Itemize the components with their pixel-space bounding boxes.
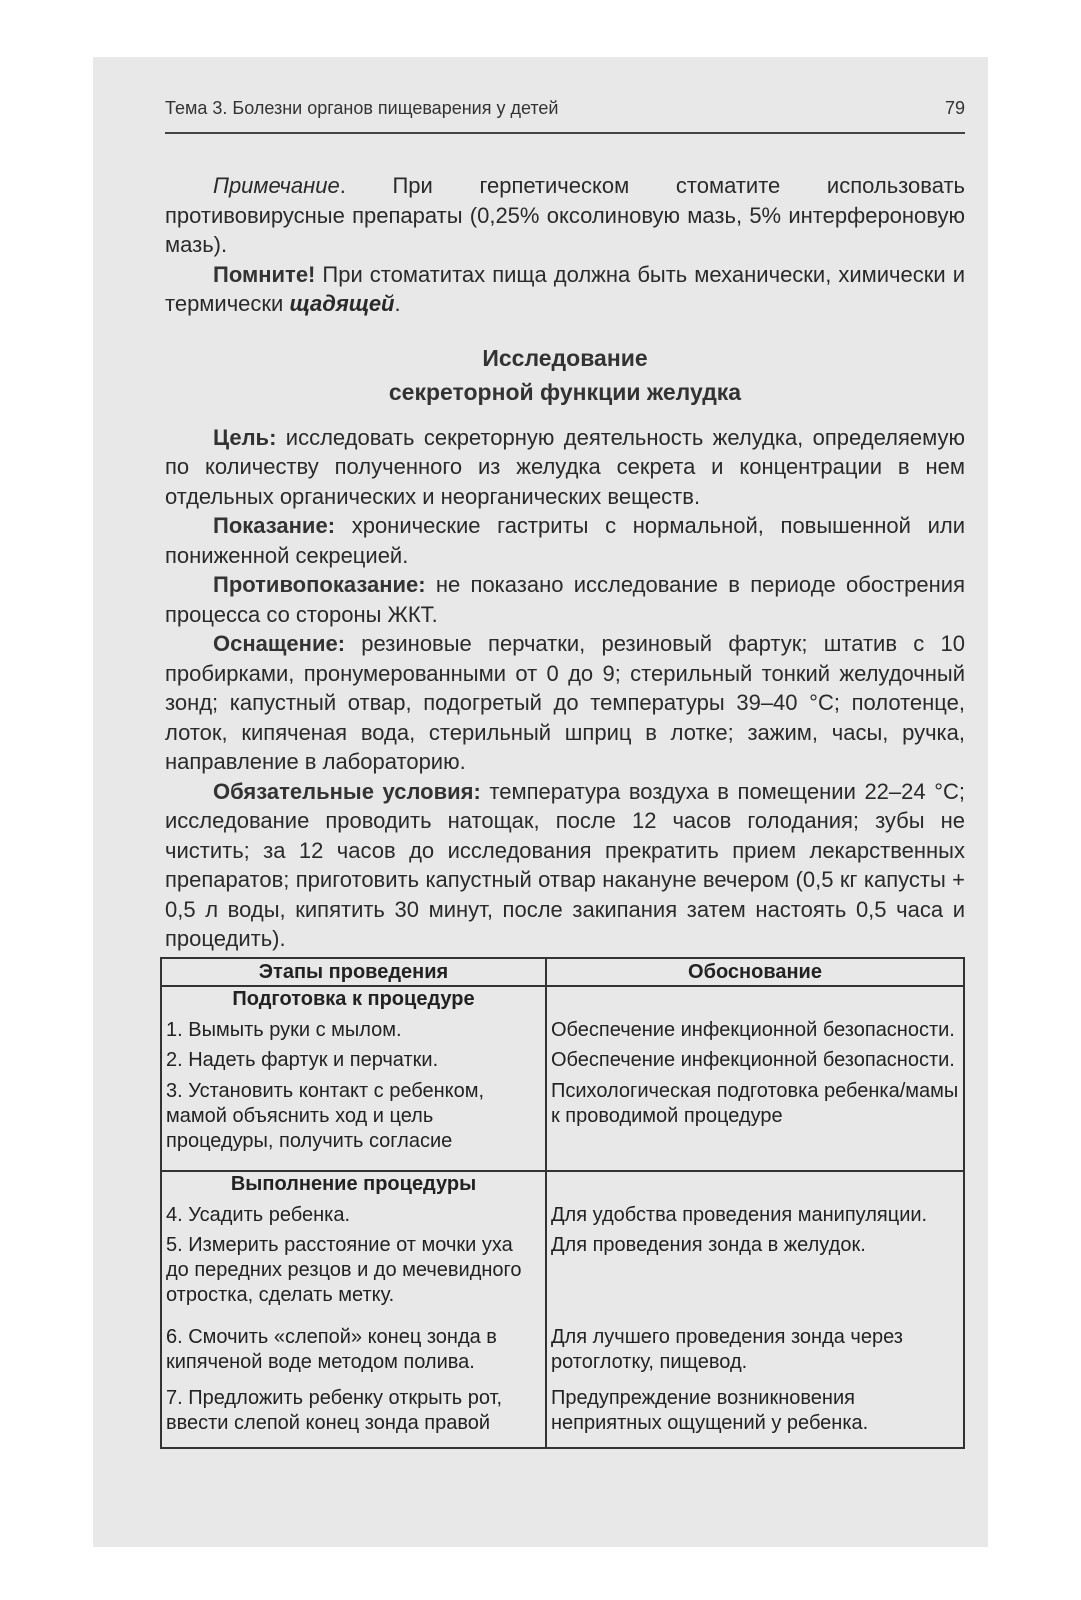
reason-cell: Обеспечение инфекционной безопасности. — [546, 1018, 964, 1048]
group-title-empty-cell — [546, 1171, 964, 1203]
group-title-empty-cell — [546, 986, 964, 1018]
column-header-rationale: Обоснование — [546, 958, 964, 986]
paragraph-label: Противопоказание: — [213, 572, 426, 597]
table-row — [161, 1386, 964, 1448]
remember-emphasis: щадящей — [289, 291, 395, 316]
reason-cell: Предупреждение возникновения неприятных ощущений у ребенка. — [546, 1386, 964, 1448]
equipment-paragraph — [165, 629, 965, 777]
paragraph-text: температура воздуха в помещении 22–24 °С; исследование проводить натощак, после 12 часов голодания; зубы не чистить; за 12 часов до исследования прекратить прием лекарственных препаратов; приготовить капустный отвар накануне вечером (0,5 кг капусты + 0,5 л воды, кипятить 30 минут, после закипания затем настоять 0,5 часа и процедить). — [165, 778, 965, 951]
paragraph-text: резиновые перчатки, резиновый фартук; штатив с 10 пробирками, пронумерованными от 0 до 9; стерильный тонкий желудочный зонд; капустный отвар, подогретый до температуры 39–40 °С; полотенце, лоток, кипяченая вода, стерильный шприц в лотке; зажим, часы, ручка, направление в лабораторию. — [165, 631, 965, 774]
page-number: 79 — [944, 98, 965, 118]
table-row — [161, 1325, 964, 1386]
step-cell: 1. Вымыть руки с мылом. — [161, 1018, 546, 1048]
table-row — [161, 1079, 964, 1172]
paragraph-text: не показано исследование в периоде обострения процесса со стороны ЖКТ. — [165, 572, 965, 627]
table-header-row — [161, 958, 964, 986]
section-title-line2: секреторной функции желудка — [388, 378, 742, 405]
paragraph-text: исследовать секреторную деятельность желудка, определяемую по количеству полученного из желудка секрета и концентрации в нем отдельных органических и неорганических веществ. — [165, 424, 965, 509]
group-title-execution: Выполнение процедуры — [161, 1171, 546, 1203]
group-title-row — [161, 986, 964, 1018]
reason-cell: Для проведения зонда в желудок. — [546, 1233, 964, 1324]
step-cell: 7. Предложить ребенку открыть рот, ввести слепой конец зонда правой — [161, 1386, 546, 1448]
reason-cell: Обеспечение инфекционной безопасности. — [546, 1048, 964, 1078]
step-cell: 3. Установить контакт с ребенком, мамой объяснить ход и цель процедуры, получить согласие — [161, 1079, 546, 1172]
paragraph-label: Обязательные условия: — [213, 778, 481, 804]
section-title-line1: Исследование — [482, 344, 648, 371]
paragraph-label: Цель: — [213, 424, 277, 450]
group-title-row — [161, 1171, 964, 1203]
group-title-preparation: Подготовка к процедуре — [161, 986, 546, 1018]
paragraph-text: хронические гастриты с нормальной, повышенной или пониженной секрецией. — [165, 513, 965, 568]
step-cell: 6. Смочить «слепой» конец зонда в кипяченой воде методом полива. — [161, 1325, 546, 1386]
note-text: . При герпетическом стоматите использовать противовирусные препараты (0,25% оксолиновую мазь, 5% интерфероновую мазь). — [165, 173, 965, 257]
note-label: Примечание — [213, 173, 340, 198]
table-row — [161, 1203, 964, 1233]
step-cell: 4. Усадить ребенка. — [161, 1203, 546, 1233]
table-row — [161, 1233, 964, 1324]
indication-paragraph — [165, 511, 965, 570]
remember-paragraph — [165, 260, 965, 319]
table-row — [161, 1048, 964, 1078]
note-paragraph — [165, 171, 965, 260]
table-row — [161, 1018, 964, 1048]
body-text — [165, 171, 965, 954]
reason-cell: Для удобства проведения манипуляции. — [546, 1203, 964, 1233]
purpose-paragraph — [165, 423, 965, 512]
remember-text: При стоматитах пища должна быть механически, химически и термически — [165, 261, 965, 316]
reason-cell: Психологическая подготовка ребенка/мамы к проводимой процедуре — [546, 1079, 964, 1172]
step-cell: 5. Измерить расстояние от мочки уха до передних резцов и до мечевидного отростка, сделать метку. — [161, 1233, 546, 1324]
section-title — [165, 341, 965, 409]
paragraph-label: Показание: — [213, 513, 336, 538]
step-cell: 2. Надеть фартук и перчатки. — [161, 1048, 546, 1078]
paragraph-label: Оснащение: — [213, 631, 346, 656]
conditions-paragraph — [165, 777, 965, 954]
contraindication-paragraph — [165, 570, 965, 629]
remember-end: . — [394, 291, 401, 316]
reason-cell: Для лучшего проведения зонда через ротоглотку, пищевод. — [546, 1325, 964, 1386]
header-rule — [165, 132, 965, 134]
remember-label: Помните! — [213, 261, 316, 287]
chapter-title: Тема 3. Болезни органов пищеварения у детей — [165, 98, 559, 118]
procedure-table — [160, 957, 965, 1449]
column-header-steps: Этапы проведения — [161, 958, 546, 986]
running-header — [165, 98, 965, 124]
